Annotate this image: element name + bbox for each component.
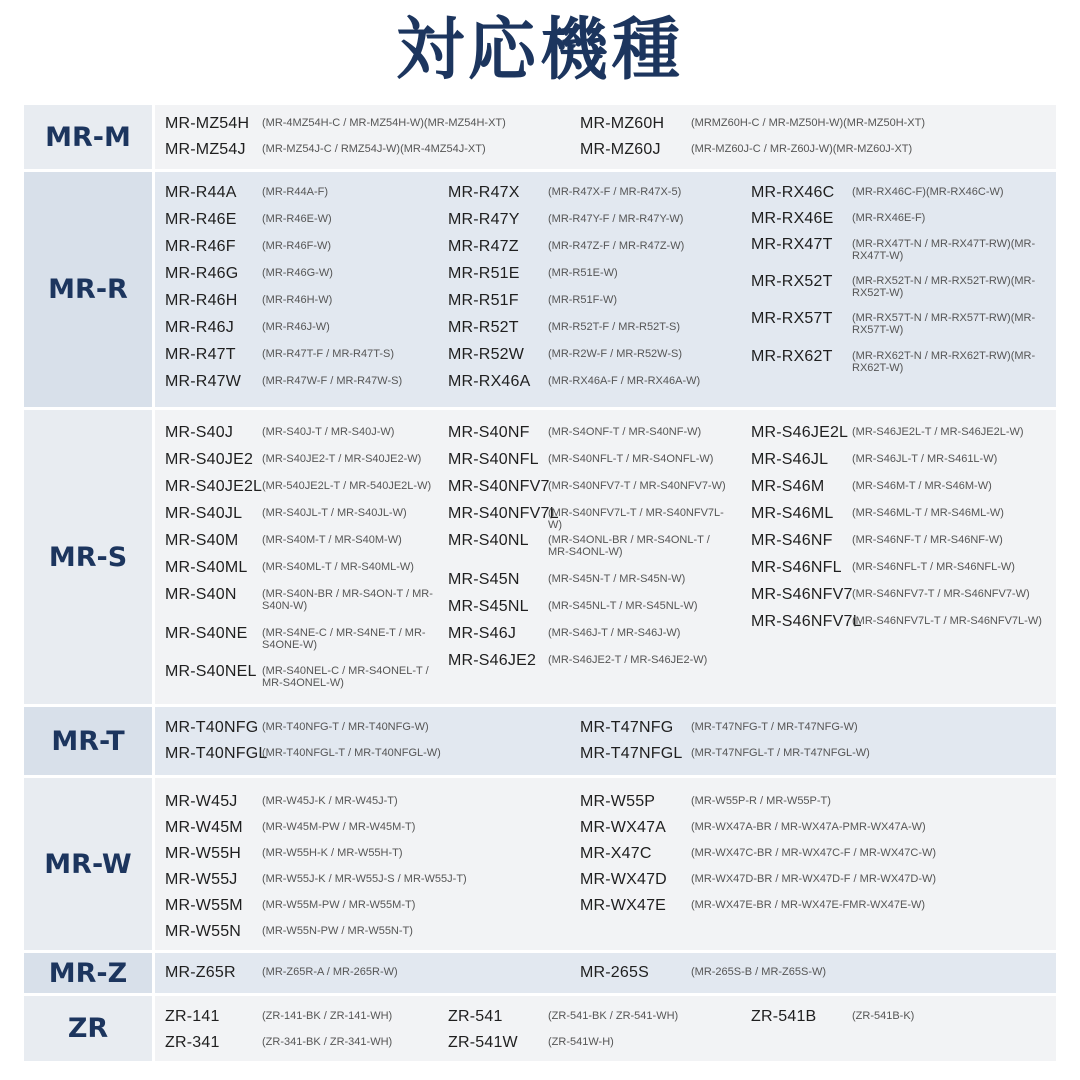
model-name: MR-265S (580, 964, 649, 981)
series-label: MR-T (24, 707, 152, 775)
model-name: MR-S40J (165, 424, 234, 441)
model-name: MR-T40NFGL (165, 745, 268, 762)
series-label: MR-R (24, 172, 152, 407)
model-variants: (MR-S40JE2-T / MR-S40JE2-W) (262, 453, 422, 465)
model-variants: (MR-T40NFGL-T / MR-T40NFGL-W) (262, 747, 441, 759)
model-name: MR-S40JE2L (165, 478, 263, 495)
model-name: MR-S40NE (165, 625, 248, 642)
model-name: MR-W55N (165, 923, 242, 940)
model-variants: (MR-W45J-K / MR-W45J-T) (262, 795, 398, 807)
model-variants: (MR-WX47D-BR / MR-WX47D-F / MR-WX47D-W) (691, 873, 937, 885)
model-name: ZR-541W (448, 1034, 518, 1051)
model-variants: (MR-RX47T-N / MR-RX47T-RW)(MR-RX47T-W) (852, 238, 1036, 262)
model-name: MR-S46M (751, 478, 825, 495)
model-variants: (MR-RX46A-F / MR-RX46A-W) (548, 375, 701, 387)
model-name: MR-R46J (165, 319, 234, 336)
model-variants: (MR-540JE2L-T / MR-540JE2L-W) (262, 480, 432, 492)
series-section (24, 707, 1056, 775)
model-name: MR-R47W (165, 373, 242, 390)
model-name: MR-S40M (165, 532, 239, 549)
model-variants: (MR-S40ML-T / MR-S40ML-W) (262, 561, 414, 573)
model-variants: (MR-S46JL-T / MR-S461L-W) (852, 453, 998, 465)
model-variants: (MR-MZ54J-C / RMZ54J-W)(MR-4MZ54J-XT) (262, 143, 486, 155)
model-variants: (MR-R46H-W) (262, 294, 333, 306)
model-name: MR-X47C (580, 845, 652, 862)
model-variants: (MR-R52T-F / MR-R52T-S) (548, 321, 680, 333)
model-variants: (MR-R51F-W) (548, 294, 618, 306)
model-name: MR-S40NFV7L (448, 505, 559, 522)
model-name: MR-R47T (165, 346, 236, 363)
model-variants: (MR-RX52T-N / MR-RX52T-RW)(MR-RX52T-W) (852, 275, 1036, 299)
model-variants: (ZR-541-BK / ZR-541-WH) (548, 1010, 679, 1022)
model-name: MR-W55P (580, 793, 656, 810)
model-name: MR-W45J (165, 793, 238, 810)
model-variants: (MR-R46E-W) (262, 213, 332, 225)
model-variants: (MR-S45NL-T / MR-S45NL-W) (548, 600, 698, 612)
model-name: ZR-141 (165, 1008, 220, 1025)
model-name: MR-RX62T (751, 348, 833, 365)
model-variants: (MR-S46JE2-T / MR-S46JE2-W) (548, 654, 708, 666)
model-name: MR-R52T (448, 319, 519, 336)
model-name: MR-T40NFG (165, 719, 259, 736)
series-section (24, 778, 1056, 950)
model-variants: (MR-RX46C-F)(MR-RX46C-W) (852, 186, 1004, 198)
model-variants: (MR-S40JL-T / MR-S40JL-W) (262, 507, 407, 519)
model-variants: (MR-T47NFGL-T / MR-T47NFGL-W) (691, 747, 870, 759)
model-variants: (MR-S46M-T / MR-S46M-W) (852, 480, 992, 492)
model-variants: (MR-S46NF-T / MR-S46NF-W) (852, 534, 1003, 546)
series-section (24, 410, 1056, 704)
model-name: MR-R46F (165, 238, 236, 255)
model-name: ZR-541B (751, 1008, 817, 1025)
model-name: MR-S40N (165, 586, 237, 603)
model-name: MR-S46ML (751, 505, 834, 522)
series-models (155, 707, 1056, 775)
page-title: 対応機種 (395, 11, 684, 90)
model-variants: (MR-Z65R-A / MR-265R-W) (262, 966, 398, 978)
model-name: MR-R47X (448, 184, 520, 201)
model-variants: (MR-S4ONL-BR / MR-S4ONL-T / MR-S4ONL-W) (548, 534, 710, 558)
model-variants: (MR-R47X-F / MR-R47X-5) (548, 186, 682, 198)
model-name: MR-W55M (165, 897, 243, 914)
model-variants: (MR-MZ60J-C / MR-Z60J-W)(MR-MZ60J-XT) (691, 143, 913, 155)
model-name: MR-R44A (165, 184, 237, 201)
model-name: MR-S40ML (165, 559, 248, 576)
model-name: MR-S40JL (165, 505, 243, 522)
model-variants: (MR-S40NEL-C / MR-S4ONEL-T / MR-S4ONEL-W) (262, 665, 429, 689)
model-name: MR-RX46C (751, 184, 835, 201)
model-name: MR-S46JE2 (448, 652, 537, 669)
model-name: MR-S46J (448, 625, 517, 642)
model-name: MR-W45M (165, 819, 243, 836)
model-name: MR-S45N (448, 571, 520, 588)
model-variants: (MR-S4ONF-T / MR-S40NF-W) (548, 426, 702, 438)
model-name: MR-MZ54J (165, 141, 246, 158)
model-variants: (MR-WX47A-BR / MR-WX47A-PMR-WX47A-W) (691, 821, 926, 833)
model-variants: (MR-S40N-BR / MR-S4ON-T / MR-S40N-W) (262, 588, 433, 612)
model-variants: (ZR-141-BK / ZR-141-WH) (262, 1010, 393, 1022)
model-name: MR-S45NL (448, 598, 529, 615)
model-name: MR-R51E (448, 265, 520, 282)
model-name: MR-WX47E (580, 897, 667, 914)
model-name: MR-S40NFV7 (448, 478, 550, 495)
model-variants: (MR-T40NFG-T / MR-T40NFG-W) (262, 721, 429, 733)
model-name: MR-W55J (165, 871, 238, 888)
model-variants: (MR-W55N-PW / MR-W55N-T) (262, 925, 413, 937)
model-name: MR-W55H (165, 845, 242, 862)
series-section (24, 953, 1056, 993)
series-models (155, 410, 1056, 704)
model-variants: (MR-S40M-T / MR-S40M-W) (262, 534, 402, 546)
model-name: MR-RX46A (448, 373, 531, 390)
model-variants: (MR-W55J-K / MR-W55J-S / MR-W55J-T) (262, 873, 467, 885)
model-variants: (MR-S40NFV7-T / MR-S40NFV7-W) (548, 480, 726, 492)
model-variants: (MR-S46NFV7L-T / MR-S46NFV7L-W) (852, 615, 1042, 627)
model-variants: (MR-S46NFV7-T / MR-S46NFV7-W) (852, 588, 1030, 600)
model-name: MR-R46H (165, 292, 238, 309)
model-variants: (MR-R2W-F / MR-R52W-S) (548, 348, 683, 360)
model-name: MR-S40NL (448, 532, 529, 549)
model-name: MR-RX57T (751, 310, 833, 327)
series-label: MR-Z (24, 953, 152, 993)
model-variants: (ZR-541W-H) (548, 1036, 614, 1048)
model-name: MR-R47Y (448, 211, 520, 228)
model-name: MR-S46NFL (751, 559, 842, 576)
model-variants: (MR-S40J-T / MR-S40J-W) (262, 426, 395, 438)
model-name: MR-S40NEL (165, 663, 257, 680)
model-variants: (MR-R47Y-F / MR-R47Y-W) (548, 213, 684, 225)
model-name: MR-S46JE2L (751, 424, 849, 441)
series-section (24, 172, 1056, 407)
model-name: MR-WX47A (580, 819, 667, 836)
model-name: MR-RX47T (751, 236, 833, 253)
model-variants: (MR-4MZ54H-C / MR-MZ54H-W)(MR-MZ54H-XT) (262, 117, 506, 129)
model-variants: (MR-S45N-T / MR-S45N-W) (548, 573, 686, 585)
model-name: MR-S46JL (751, 451, 829, 468)
model-name: MR-MZ60H (580, 115, 665, 132)
model-variants: (MR-R47Z-F / MR-R47Z-W) (548, 240, 685, 252)
series-models (155, 996, 1056, 1061)
model-variants: (MR-S46ML-T / MR-S46ML-W) (852, 507, 1004, 519)
series-models (155, 778, 1056, 950)
series-models (155, 105, 1056, 169)
model-variants: (MR-W55H-K / MR-W55H-T) (262, 847, 403, 859)
series-section (24, 105, 1056, 169)
series-section (24, 996, 1056, 1061)
model-name: ZR-341 (165, 1034, 220, 1051)
series-label: MR-W (24, 778, 152, 950)
model-variants: (MR-W55P-R / MR-W55P-T) (691, 795, 831, 807)
model-variants: (MR-R47T-F / MR-R47T-S) (262, 348, 394, 360)
series-models (155, 172, 1056, 407)
model-variants: (MR-RX57T-N / MR-RX57T-RW)(MR-RX57T-W) (852, 312, 1036, 336)
model-variants: (MR-R46J-W) (262, 321, 330, 333)
model-variants: (MR-R51E-W) (548, 267, 618, 279)
model-variants: (MR-W45M-PW / MR-W45M-T) (262, 821, 416, 833)
model-name: MR-S46NF (751, 532, 833, 549)
model-variants: (MR-S46JE2L-T / MR-S46JE2L-W) (852, 426, 1024, 438)
model-name: MR-S46NFV7L (751, 613, 862, 630)
model-name: MR-RX52T (751, 273, 833, 290)
model-name: MR-R52W (448, 346, 525, 363)
model-name: MR-MZ54H (165, 115, 250, 132)
model-variants: (MR-S46NFL-T / MR-S46NFL-W) (852, 561, 1015, 573)
model-variants: (MR-265S-B / MR-Z65S-W) (691, 966, 827, 978)
model-name: MR-RX46E (751, 210, 834, 227)
model-variants: (MR-WX47E-BR / MR-WX47E-FMR-WX47E-W) (691, 899, 926, 911)
model-variants: (MR-WX47C-BR / MR-WX47C-F / MR-WX47C-W) (691, 847, 937, 859)
model-name: ZR-541 (448, 1008, 503, 1025)
series-label: ZR (24, 996, 152, 1061)
model-variants: (MR-RX46E-F) (852, 212, 926, 224)
model-variants: (MR-S4NE-C / MR-S4NE-T / MR-S4ONE-W) (262, 627, 426, 651)
model-variants: (MR-S40NFV7L-T / MR-S40NFV7L-W) (548, 507, 724, 531)
model-name: MR-R51F (448, 292, 519, 309)
model-name: MR-S46NFV7 (751, 586, 853, 603)
series-label: MR-S (24, 410, 152, 704)
model-name: MR-S40NFL (448, 451, 539, 468)
model-name: MR-R46G (165, 265, 239, 282)
model-name: MR-MZ60J (580, 141, 661, 158)
series-models (155, 953, 1056, 993)
model-variants: (MR-S46J-T / MR-S46J-W) (548, 627, 681, 639)
model-name: MR-WX47D (580, 871, 667, 888)
model-name: MR-R47Z (448, 238, 519, 255)
model-name: MR-S40NF (448, 424, 530, 441)
model-variants: (MR-R44A-F) (262, 186, 328, 198)
model-name: MR-Z65R (165, 964, 236, 981)
model-variants: (ZR-341-BK / ZR-341-WH) (262, 1036, 393, 1048)
model-variants: (MR-R47W-F / MR-R47W-S) (262, 375, 403, 387)
model-variants: (MR-RX62T-N / MR-RX62T-RW)(MR-RX62T-W) (852, 350, 1036, 374)
model-variants: (MR-R46F-W) (262, 240, 332, 252)
model-name: MR-R46E (165, 211, 237, 228)
model-variants: (MR-R46G-W) (262, 267, 333, 279)
model-variants: (MR-T47NFG-T / MR-T47NFG-W) (691, 721, 858, 733)
model-variants: (MR-W55M-PW / MR-W55M-T) (262, 899, 416, 911)
model-variants: (MR-S40NFL-T / MR-S4ONFL-W) (548, 453, 714, 465)
model-name: MR-T47NFGL (580, 745, 683, 762)
model-variants: (ZR-541B-K) (852, 1010, 915, 1022)
model-name: MR-S40JE2 (165, 451, 254, 468)
series-label: MR-M (24, 105, 152, 169)
model-name: MR-T47NFG (580, 719, 674, 736)
model-variants: (MRMZ60H-C / MR-MZ50H-W)(MR-MZ50H-XT) (691, 117, 926, 129)
